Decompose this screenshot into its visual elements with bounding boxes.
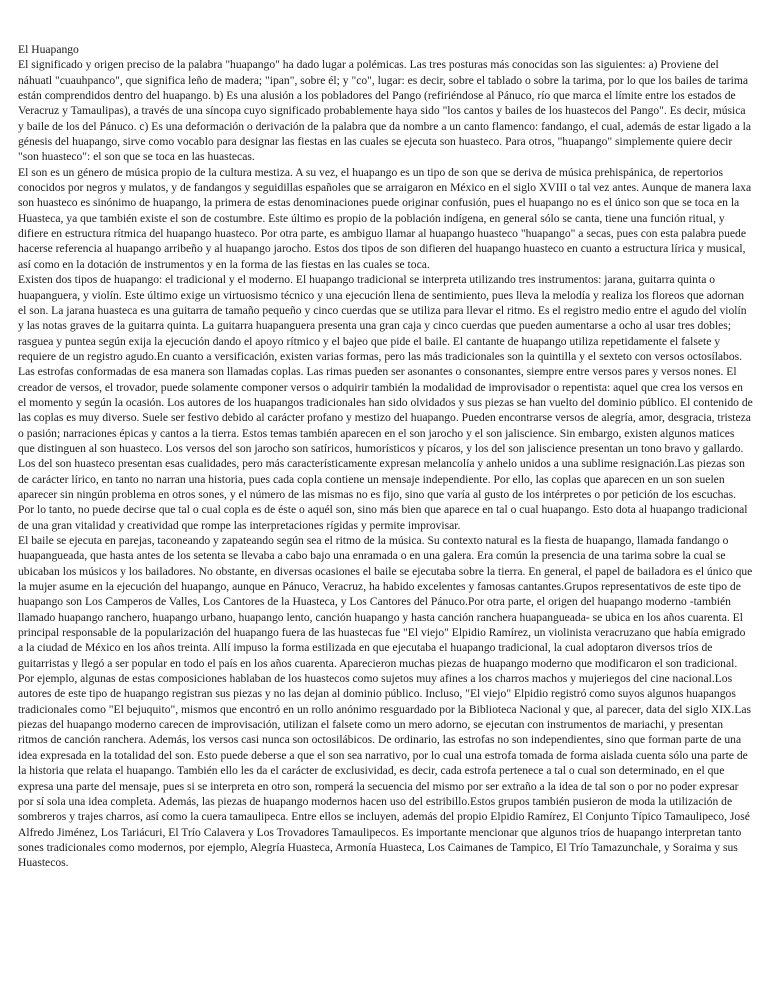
paragraph-origin-of-word: El significado y origen preciso de la palabra "huapango" ha dado lugar a polémicas. Las tres posturas más conocidas son las siguientes: a) Proviene del náhuatl "cuauhpanco", que significa leño de madera; "ipan", sobre él; y "co", lugar: es decir, sobre el tablado o sobre la tarima, por lo que los bailes de tarima están comprendidos dentro del huapango. b) Es una alusión a los pobladores del Pango (refiriéndose al Pánuco, río que marca el límite entre los estados de Veracruz y Tamaulipas), a través de una síncopa cuyo significado probablemente haya sido "los cantos y bailes de los huastecos del Pango". Es decir, música y baile de los del Pánuco. c) Es una deformación o derivación de la palabra que da nombre a un canto flamenco: fandango, el cual, además de estar ligado a la génesis del huapango, sirve como vocablo para designar las fiestas en las cuales se ejecuta son huasteco. Para otros, "huapango" simplemente quiere decir "son huasteco": el son que se toca en las huastecas. [18,58,752,164]
paragraph-huapango-types: Existen dos tipos de huapango: el tradicional y el moderno. El huapango tradicional se interpreta utilizando tres instrumentos: jarana, guitarra quinta o huapanguera, y violín. Este último exige un virtuosismo técnico y una ejecución llena de sentimiento, pues lleva la melodía y realiza los floreos que adornan el son. La jarana huasteca es una guitarra de tamaño pequeño y cinco cuerdas que se utiliza para llevar el ritmo. Es el registro medio entre el agudo del violín y las notas graves de la guitarra quinta. La guitarra huapanguera presenta una gran caja y cinco cuerdas que pueden aumentarse a ocho al usar tres dobles; rasguea y puntea según exija la ejecución dando el apoyo rítmico y el bajeo que pide el baile. El cantante de huapango utiliza repetidamente el falsete y requiere de un registro agudo.En cuanto a versificación, existen varias formas, pero las más tradicionales son la quintilla y el sexteto con versos octosílabos. Las estrofas conformadas de esa manera son llamadas coplas. Las rimas pueden ser asonantes o consonantes, siempre entre versos pares y versos nones. El creador de versos, el trovador, puede solamente componer versos o adquirir también la modalidad de improvisador o repentista: aquel que crea los versos en el momento y según la ocasión. Los autores de los huapangos tradicionales han sido olvidados y sus piezas se han vuelto del dominio público. El contenido de las coplas es muy diverso. Suele ser festivo debido al carácter profano y mestizo del huapango. Pueden encontrarse versos de alegría, amor, desgracia, tristeza o pasión; narraciones épicas y cantos a la tierra. Estos temas también aparecen en el son jarocho y el son jaliscience. Sin embargo, existen algunos matices que distinguen al son huasteco. Los versos del son jarocho son satíricos, humorísticos y pícaros, y los del son jaliscience presentan un tono bravo y gallardo. Los del son huasteco presentan esas cualidades, pero más característicamente expresan melancolía y anhelo unidos a una sublime resignación.Las piezas son de carácter lírico, en tanto no narran una historia, pues cada copla contiene un mensaje independiente. Por ello, las coplas que aparecen en un son suelen aparecer sin ningún problema en otros sones, y el número de las mismas no es fijo, sino que varía al gusto de los intérpretes o por petición de los escuchas. Por lo tanto, no puede decirse que tal o cual copla es de éste o aquél son, sino más bien que aparece en tal o cual huapango. Esto dota al huapango tradicional de una gran vitalidad y creatividad que rompe las interpretaciones rígidas y permite improvisar. [18,273,753,532]
document-title: El Huapango [18,43,79,56]
paragraph-dance-and-modern-huapango: El baile se ejecuta en parejas, taconeando y zapateando según sea el ritmo de la música. Su contexto natural es la fiesta de huapango, llamada fandango o huapangueada, que hasta antes de los setenta se llevaba a cabo bajo una enramada o en una galera. Era común la presencia de una tarima sobre la cual se ubicaban los músicos y los bailadores. No obstante, en diversas ocasiones el baile se ejecutaba sobre la tierra. En general, el papel de bailadora es el único que la mujer asume en la ejecución del huapango, aunque en Pánuco, Veracruz, ha habido excelentes y famosas cantantes.Grupos representativos de este tipo de huapango son Los Camperos de Valles, Los Cantores de la Huasteca, y Los Cantores del Pánuco.Por otra parte, el origen del huapango moderno -también llamado huapango ranchero, huapango urbano, huapango lento, canción huapango y hasta canción ranchera huapangueada- se ubica en los años cuarenta. El principal responsable de la popularización del huapango fuera de las huastecas fue "El viejo" Elpidio Ramírez, un violinista veracruzano que había emigrado a la ciudad de México en los años treinta. Allí impuso la forma estilizada en que ejecutaba el huapango tradicional, la cual adoptaron diversos tríos de guitarristas y llegó a ser popular en todo el país en los años cuarenta. Aparecieron muchas piezas de huapango moderno que modificaron el son tradicional. Por ejemplo, algunas de estas composiciones hablaban de los huastecos como sujetos muy afines a los charros machos y mujeriegos del cine nacional.Los autores de este tipo de huapango registran sus piezas y no las dejan al dominio público. Incluso, "El viejo" Elpidio registró como suyos algunos huapangos tradicionales como "El bejuquito", mismos que encontró en un rollo anónimo resguardado por la Biblioteca Nacional y que, al parecer, data del siglo XIX.Las piezas del huapango moderno carecen de improvisación, utilizan el falsete como un mero adorno, se ejecutan con instrumentos de mariachi, y presentan ritmos de canción ranchera. Además, los versos casi nunca son octosilábicos. De ordinario, las estrofas no son independientes, sino que forman parte de una idea expresada en la totalidad del son. Esto puede deberse a que el son sea narrativo, por lo cual una estrofa tomada de forma aislada cuenta sólo una parte de la historia que relata el huapango. También ello les da el carácter de exclusividad, es decir, cada estrofa pertenece a tal o cual son determinado, en el que expresa una parte del mensaje, pues si se interpreta en otro son, romperá la secuencia del mismo por ser extraño a la idea de tal son o por no poder expresar por sí sola una idea completa. Además, las piezas de huapango modernos hacen uso del estribillo.Estos grupos también pusieron de moda la utilización de sombreros y trajes charros, así como la cuera tamaulipeca. Entre ellos se incluyen, además del propio Elpidio Ramírez, El Conjunto Típico Tamaulipeco, José Alfredo Jiménez, Los Tariácuri, El Trío Calavera y Los Trovadores Tamaulipecos. Es importante mencionar que algunos tríos de huapango interpretan tanto sones tradicionales como modernos, por ejemplo, Alegría Huasteca, Armonía Huasteca, Los Caimanes de Tampico, El Trío Tamazunchale, y Soraima y sus Huastecos. [18,534,753,870]
paragraph-son-genre: El son es un género de música propio de la cultura mestiza. A su vez, el huapango es un tipo de son que se deriva de música prehispánica, de repertorios conocidos por negros y mulatos, y de fandangos y seguidillas españoles que se arraigaron en México en el siglo XVIII o tal vez antes. Aunque de manera laxa son huasteco es sinónimo de huapango, la primera de estas denominaciones puede originar confusión, pues el huapango no es el único son que se toca en la Huasteca, ya que también existe el son de costumbre. Este último es propio de la población indígena, en general sólo se canta, tiene una función ritual, y difiere en estructura rítmica del huapango huasteco. Por otra parte, es ambiguo llamar al huapango huasteco "huapango" a secas, pues con esta palabra puede hacerse referencia al huapango arribeño y al huapango jarocho. Estos dos tipos de son difieren del huapango huasteco en cuanto a estructura lírica y musical, así como en la dotación de instrumentos y en la forma de las fiestas en las cuales se toca. [18,165,752,271]
document-page [18,42,753,871]
